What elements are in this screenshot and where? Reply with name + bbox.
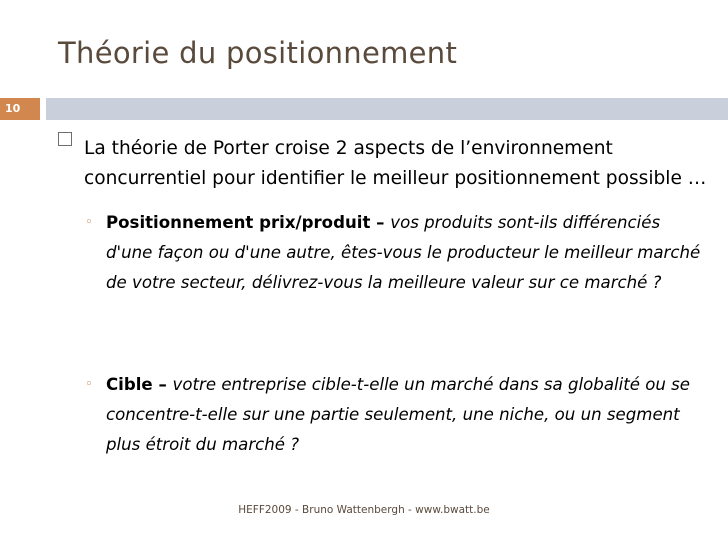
square-bullet-icon <box>58 132 72 146</box>
sub-bullet-price-product <box>106 208 708 298</box>
sub-bullet-icon: ◦ <box>85 215 93 230</box>
sub-bullet-text: votre entreprise cible-t-elle un marché dans sa globalité ou se concentre-t-elle sur une partie seulement, une niche, ou un segment plus étroit du marché ? <box>106 375 690 454</box>
slide-footer: HEFF2009 - Bruno Wattenbergh - www.bwatt.be <box>238 504 490 516</box>
sub-bullet-text: vos produits sont-ils différenciés d'une façon ou d'une autre, êtes-vous le producteur le meilleur marché de votre secteur, délivrez-vous la meilleure valeur sur ce marché ? <box>106 213 701 292</box>
sub-bullet-icon: ◦ <box>85 377 93 392</box>
sub-bullet-target <box>106 370 708 460</box>
sub-bullet-dash: – <box>152 375 173 394</box>
sub-bullet-term: Positionnement prix/produit <box>106 213 371 232</box>
sub-bullet-dash: – <box>370 213 391 232</box>
header-rule <box>46 98 728 120</box>
main-bullet-text: La théorie de Porter croise 2 aspects de l’environnement concurrentiel pour identifier le meilleur positionnement possible … <box>84 138 707 189</box>
sub-bullet-term: Cible <box>106 375 153 394</box>
slide-title: Théorie du positionnement <box>58 36 458 70</box>
page-number-badge: 10 <box>0 98 40 120</box>
